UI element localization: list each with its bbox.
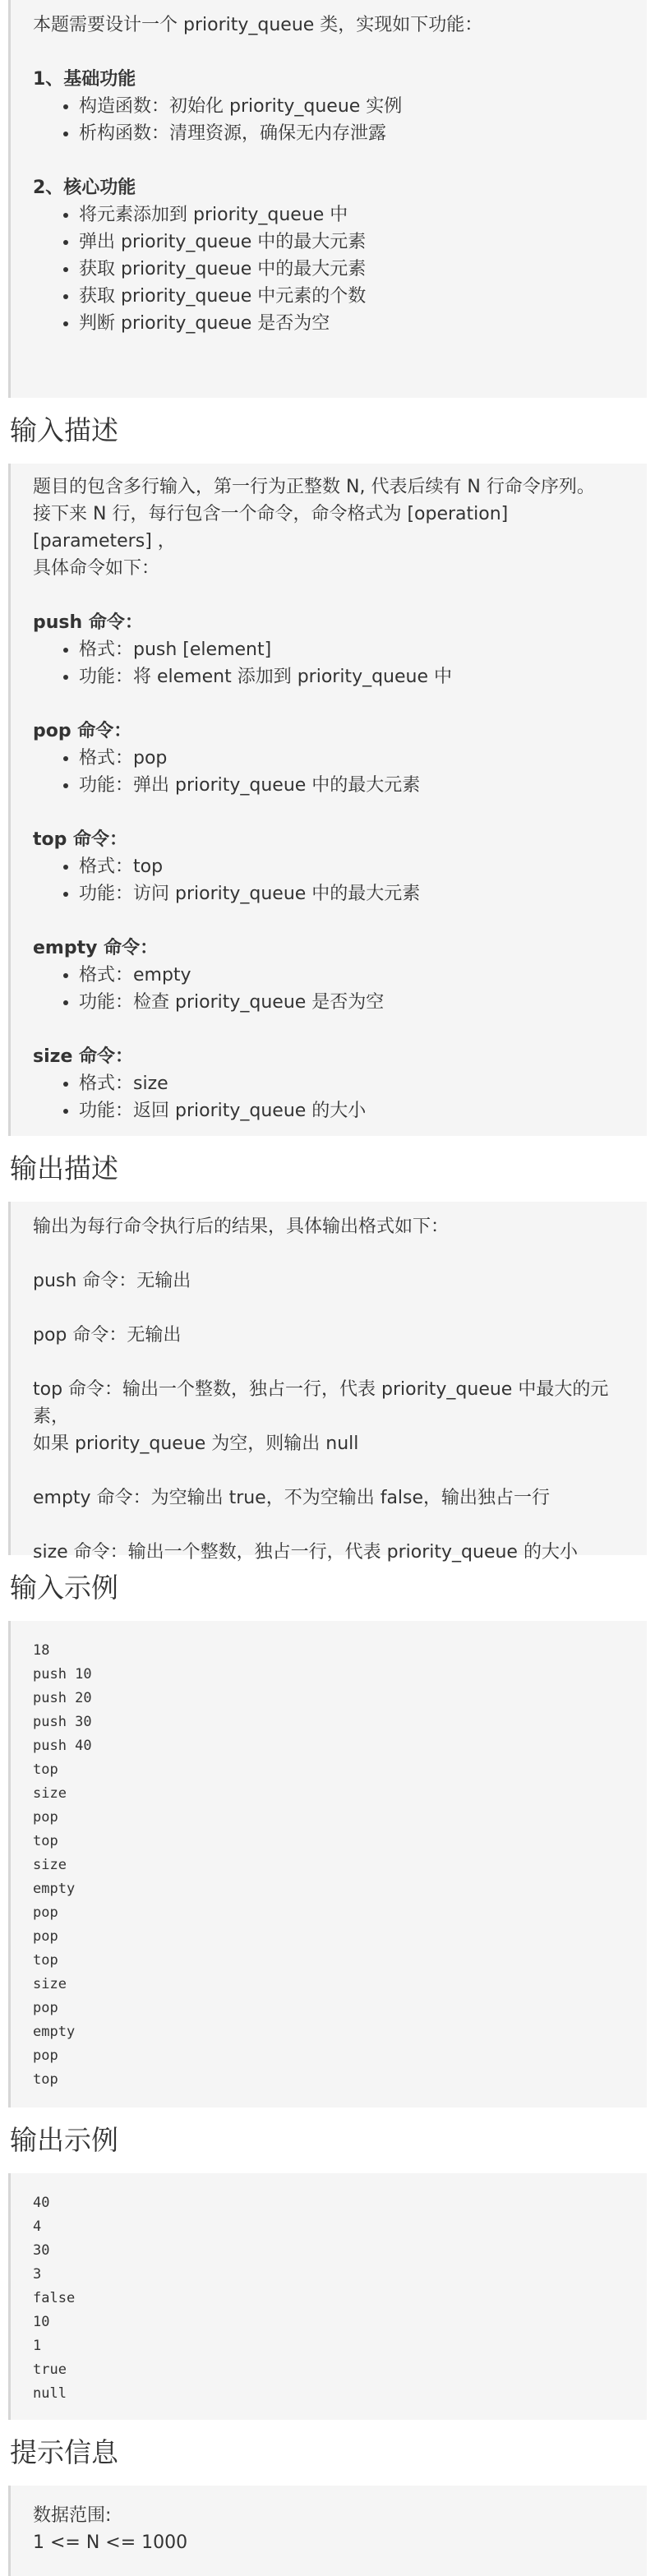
list-item: • 获取 priority_queue 中元素的个数 [79,283,627,310]
code-line: size [33,1785,67,1802]
section2-list [33,201,627,337]
intro-box [8,0,647,398]
list-item: • 判断 priority_queue 是否为空 [79,310,627,337]
list-item: • 功能：返回 priority_queue 的大小 [79,1097,627,1124]
section2-title: 2、核心功能 [33,178,136,198]
section1-title: 1、基础功能 [33,69,136,90]
input-desc-line: 题目的包含多行输入，第一行为正整数 N, 代表后续有 N 行命令序列。 [33,477,595,497]
code-line: top [33,1952,58,1969]
code-line: pop [33,2047,58,2064]
code-line: size [33,1976,67,1992]
hint-heading: 提示信息 [10,2436,118,2468]
code-line: push 40 [33,1738,92,1754]
list-item: • 功能：将 element 添加到 priority_queue 中 [79,663,627,690]
output-top-cont: 如果 priority_queue 为空，则输出 null [33,1433,359,1454]
input-desc-heading: 输入描述 [10,414,118,446]
intro-line: 本题需要设计一个 priority_queue 类，实现如下功能： [33,15,483,35]
empty-cmd-title: empty 命令： [33,938,159,958]
list-item: • 获取 priority_queue 中的最大元素 [79,256,627,283]
output-pop: pop 命令：无输出 [33,1325,182,1346]
list-item: • 功能：检查 priority_queue 是否为空 [79,989,627,1016]
section1-list [33,93,627,147]
output-desc-heading: 输出描述 [10,1152,118,1184]
input-desc-line: 接下来 N 行，每行包含一个命令，命令格式为 [operation] [parameters] ， [33,504,509,552]
empty-cmd-list [33,962,627,1016]
code-line: size [33,1857,67,1873]
list-item: • 功能：访问 priority_queue 中的最大元素 [79,880,627,907]
code-line: 10 [33,2314,50,2330]
pop-cmd-list [33,745,627,799]
input-example-code [33,1639,627,2092]
size-cmd-list [33,1070,627,1124]
code-line: 40 [33,2195,50,2211]
hint-line: 1 <= N <= 1000 [33,2532,188,2553]
input-desc-box [8,464,647,1136]
output-example-code [33,2191,627,2406]
push-cmd-title: push 命令： [33,612,143,633]
code-line: push 20 [33,1690,92,1706]
list-item: • 弹出 priority_queue 中的最大元素 [79,229,627,256]
pop-cmd-title: pop 命令： [33,721,132,741]
list-item: • 格式：pop [79,745,627,772]
code-line: pop [33,2000,58,2016]
list-item: • 构造函数：初始化 priority_queue 实例 [79,93,627,120]
code-line: top [33,1833,58,1849]
code-line: null [33,2385,67,2402]
list-item: • 格式：top [79,853,627,880]
output-example-box [8,2173,647,2420]
hint-line: 数据范围: [33,2505,112,2526]
output-example-heading: 输出示例 [10,2124,118,2156]
output-size: size 命令：输出一个整数，独占一行，代表 priority_queue 的大小 [33,1542,578,1563]
code-line: pop [33,1809,58,1826]
code-line: 4 [33,2218,42,2235]
code-line: true [33,2361,67,2378]
hint-box [8,2486,647,2576]
code-line: empty [33,2024,76,2040]
push-cmd-list [33,636,627,690]
list-item: • 析构函数：清理资源，确保无内存泄露 [79,120,627,147]
code-line: top [33,2071,58,2088]
top-cmd-title: top 命令： [33,829,128,850]
code-line: false [33,2290,76,2306]
list-item: • 格式：push [element] [79,636,627,663]
top-cmd-list [33,853,627,907]
output-top: top 命令：输出一个整数，独占一行，代表 priority_queue 中最大的元素， [33,1379,609,1427]
code-line: top [33,1761,58,1778]
code-line: push 30 [33,1714,92,1730]
code-line: push 10 [33,1666,92,1683]
code-line: 1 [33,2338,42,2354]
size-cmd-title: size 命令： [33,1046,134,1067]
output-desc-box [8,1202,647,1563]
output-push: push 命令：无输出 [33,1271,191,1291]
code-line: pop [33,1928,58,1945]
code-line: 3 [33,2266,42,2283]
code-line: empty [33,1881,76,1897]
input-desc-line: 具体命令如下： [33,558,160,579]
list-item: • 格式：size [79,1070,627,1097]
list-item: • 格式：empty [79,962,627,989]
list-item: • 功能：弹出 priority_queue 中的最大元素 [79,772,627,799]
list-item: • 将元素添加到 priority_queue 中 [79,201,627,229]
code-line: 30 [33,2242,50,2259]
output-empty: empty 命令：为空输出 true，不为空输出 false，输出独占一行 [33,1488,551,1508]
output-desc-line: 输出为每行命令执行后的结果，具体输出格式如下： [33,1216,450,1237]
code-line: 18 [33,1642,50,1659]
code-line: pop [33,1904,58,1921]
input-example-heading: 输入示例 [10,1572,118,1604]
input-example-box [8,1621,647,2107]
